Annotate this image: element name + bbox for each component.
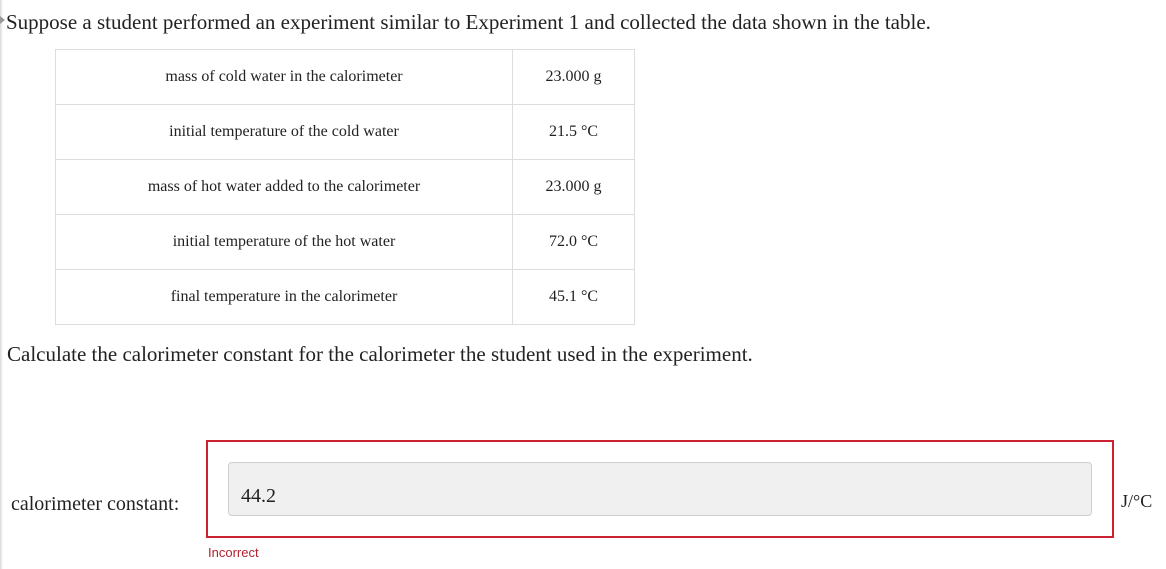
answer-label: calorimeter constant:	[11, 493, 180, 515]
left-edge-strip	[0, 0, 3, 569]
bullet-marker-icon	[0, 16, 5, 24]
unit-label: J/°C	[1121, 491, 1153, 511]
row-value: 23.000 g	[513, 160, 635, 215]
row-label: mass of hot water added to the calorimeter	[56, 160, 513, 215]
table-row	[56, 215, 635, 270]
row-value: 72.0 °C	[513, 215, 635, 270]
question-text: Calculate the calorimeter constant for the calorimeter the student used in the experiment.	[7, 342, 753, 366]
row-value: 23.000 g	[513, 50, 635, 105]
table-row	[56, 160, 635, 215]
row-label: initial temperature of the cold water	[56, 105, 513, 160]
row-label: mass of cold water in the calorimeter	[56, 50, 513, 105]
table-row	[56, 105, 635, 160]
row-label: final temperature in the calorimeter	[56, 270, 513, 325]
table-row	[56, 270, 635, 325]
calorimeter-constant-input[interactable]	[228, 462, 1092, 516]
row-value: 45.1 °C	[513, 270, 635, 325]
data-table	[55, 49, 635, 325]
row-label: initial temperature of the hot water	[56, 215, 513, 270]
row-value: 21.5 °C	[513, 105, 635, 160]
incorrect-feedback: Incorrect	[208, 545, 259, 560]
intro-text: Suppose a student performed an experiment similar to Experiment 1 and collected the data shown in the table.	[6, 10, 931, 34]
table-row	[56, 50, 635, 105]
